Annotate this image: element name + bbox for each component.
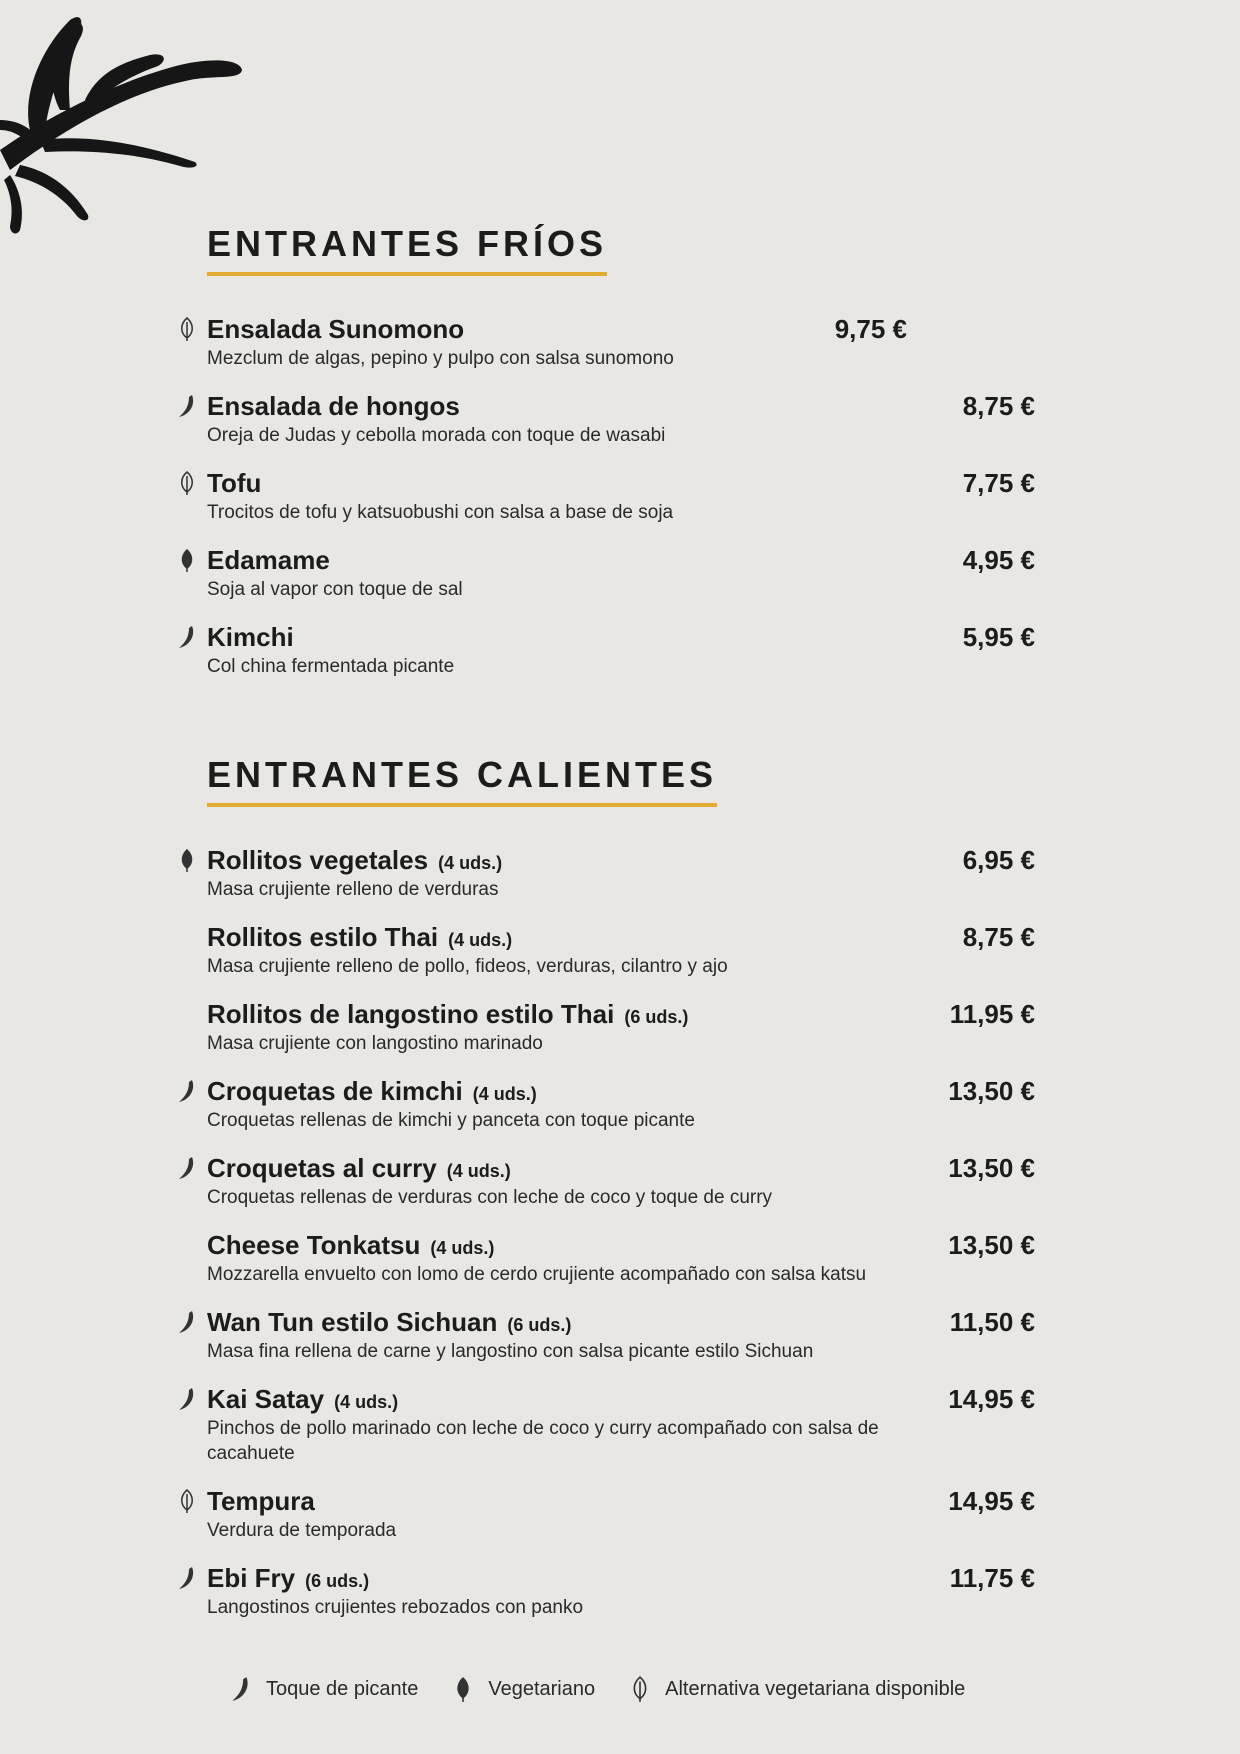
veg-alternative-icon bbox=[177, 1488, 197, 1514]
item-name: Tofu bbox=[207, 468, 262, 498]
item-description: Trocitos de tofu y katsuobushi con salsa a base de soja bbox=[207, 502, 674, 523]
item-description: Mezclum de algas, pepino y pulpo con salsa sunomono bbox=[207, 348, 674, 369]
item-quantity: (6 uds.) bbox=[305, 1571, 370, 1591]
item-name: Kai Satay bbox=[207, 1384, 325, 1414]
item-price: 13,50 € bbox=[948, 1230, 1035, 1260]
veg-alternative-icon bbox=[177, 470, 197, 496]
item-name: Wan Tun estilo Sichuan bbox=[207, 1307, 498, 1337]
vegetarian-icon bbox=[177, 847, 197, 873]
menu-item bbox=[207, 545, 1035, 602]
menu-item bbox=[207, 1384, 1035, 1466]
menu-item bbox=[207, 999, 1035, 1056]
item-price: 13,50 € bbox=[948, 1076, 1035, 1106]
item-name: Croquetas de kimchi bbox=[207, 1076, 463, 1106]
menu-item bbox=[207, 1230, 1035, 1287]
spicy-icon bbox=[177, 1155, 197, 1181]
legend-label: Vegetariano bbox=[488, 1677, 596, 1700]
menu-item bbox=[207, 468, 1035, 525]
legend-label: Alternativa vegetariana disponible bbox=[665, 1677, 966, 1700]
leaf-branch-decoration bbox=[0, 0, 250, 240]
item-name: Ensalada Sunomono bbox=[207, 314, 465, 344]
veg-alternative-icon bbox=[629, 1675, 651, 1703]
legend-entry-veg-alternative bbox=[629, 1675, 965, 1703]
item-description: Croquetas rellenas de verduras con leche de coco y toque de curry bbox=[207, 1187, 773, 1208]
item-description: Langostinos crujientes rebozados con panko bbox=[207, 1597, 584, 1618]
item-price: 8,75 € bbox=[962, 391, 1035, 421]
item-price: 13,50 € bbox=[948, 1153, 1035, 1183]
item-description: Masa crujiente relleno de pollo, fideos, verduras, cilantro y ajo bbox=[207, 956, 728, 977]
item-name: Tempura bbox=[207, 1486, 315, 1516]
item-name: Rollitos de langostino estilo Thai bbox=[207, 999, 615, 1029]
vegetarian-icon bbox=[452, 1675, 474, 1703]
section-title: ENTRANTES CALIENTES bbox=[207, 757, 717, 807]
item-name: Ensalada de hongos bbox=[207, 391, 460, 421]
legend-label: Toque de picante bbox=[266, 1677, 419, 1700]
item-description: Col china fermentada picante bbox=[207, 656, 455, 677]
menu-item bbox=[207, 845, 1035, 902]
item-price: 8,75 € bbox=[962, 922, 1035, 952]
item-price: 6,95 € bbox=[962, 845, 1035, 875]
section-cold-starters bbox=[207, 223, 1035, 677]
menu-item bbox=[207, 922, 1035, 979]
section-hot-starters bbox=[207, 754, 1035, 1618]
menu-item bbox=[207, 1153, 1035, 1210]
spicy-icon bbox=[177, 393, 197, 419]
item-name: Rollitos vegetales bbox=[207, 845, 429, 875]
item-description: Oreja de Judas y cebolla morada con toque de wasabi bbox=[207, 425, 666, 446]
veg-alternative-icon bbox=[177, 316, 197, 342]
item-description: Masa fina rellena de carne y langostino con salsa picante estilo Sichuan bbox=[207, 1341, 814, 1362]
item-quantity: (6 uds.) bbox=[624, 1007, 689, 1027]
spicy-icon bbox=[177, 1309, 197, 1335]
item-price: 11,75 € bbox=[949, 1563, 1035, 1593]
item-description: Croquetas rellenas de kimchi y panceta con toque picante bbox=[207, 1110, 695, 1131]
item-quantity: (4 uds.) bbox=[448, 930, 513, 950]
item-name: Croquetas al curry bbox=[207, 1153, 437, 1183]
menu-item bbox=[207, 1076, 1035, 1133]
item-quantity: (4 uds.) bbox=[446, 1161, 511, 1181]
legend-entry-spicy bbox=[230, 1675, 418, 1703]
item-price: 11,50 € bbox=[949, 1307, 1035, 1337]
item-description: Mozzarella envuelto con lomo de cerdo crujiente acompañado con salsa katsu bbox=[207, 1264, 867, 1285]
menu-item bbox=[207, 391, 1035, 448]
item-quantity: (6 uds.) bbox=[507, 1315, 572, 1335]
item-description: Pinchos de pollo marinado con leche de coco y curry acompañado con salsa de cacahuete bbox=[207, 1418, 879, 1464]
legend-entry-vegetarian bbox=[452, 1675, 595, 1703]
item-price: 5,95 € bbox=[962, 622, 1035, 652]
item-name: Cheese Tonkatsu bbox=[207, 1230, 421, 1260]
item-quantity: (4 uds.) bbox=[430, 1238, 495, 1258]
item-price: 11,95 € bbox=[949, 999, 1035, 1029]
item-name: Edamame bbox=[207, 545, 330, 575]
spicy-icon bbox=[177, 1386, 197, 1412]
item-description: Masa crujiente relleno de verduras bbox=[207, 879, 499, 900]
item-price: 14,95 € bbox=[948, 1384, 1035, 1414]
item-price: 7,75 € bbox=[962, 468, 1035, 498]
spicy-icon bbox=[230, 1675, 252, 1703]
menu-item bbox=[207, 622, 1035, 679]
item-price: 14,95 € bbox=[948, 1486, 1035, 1516]
item-quantity: (4 uds.) bbox=[472, 1084, 537, 1104]
item-description: Masa crujiente con langostino marinado bbox=[207, 1033, 543, 1054]
item-description: Verdura de temporada bbox=[207, 1520, 397, 1541]
spicy-icon bbox=[177, 1565, 197, 1591]
spicy-icon bbox=[177, 1078, 197, 1104]
menu-item bbox=[207, 1563, 1035, 1620]
section-title: ENTRANTES FRÍOS bbox=[207, 226, 607, 276]
spicy-icon bbox=[177, 624, 197, 650]
menu-item bbox=[207, 1486, 1035, 1543]
menu-item bbox=[207, 314, 907, 371]
item-quantity: (4 uds.) bbox=[334, 1392, 399, 1412]
item-name: Kimchi bbox=[207, 622, 294, 652]
item-price: 4,95 € bbox=[962, 545, 1035, 575]
item-price: 9,75 € bbox=[834, 314, 907, 344]
item-name: Rollitos estilo Thai bbox=[207, 922, 439, 952]
icon-legend bbox=[230, 1675, 999, 1703]
item-description: Soja al vapor con toque de sal bbox=[207, 579, 463, 600]
vegetarian-icon bbox=[177, 547, 197, 573]
item-name: Ebi Fry bbox=[207, 1563, 296, 1593]
item-quantity: (4 uds.) bbox=[438, 853, 503, 873]
menu-item bbox=[207, 1307, 1035, 1364]
